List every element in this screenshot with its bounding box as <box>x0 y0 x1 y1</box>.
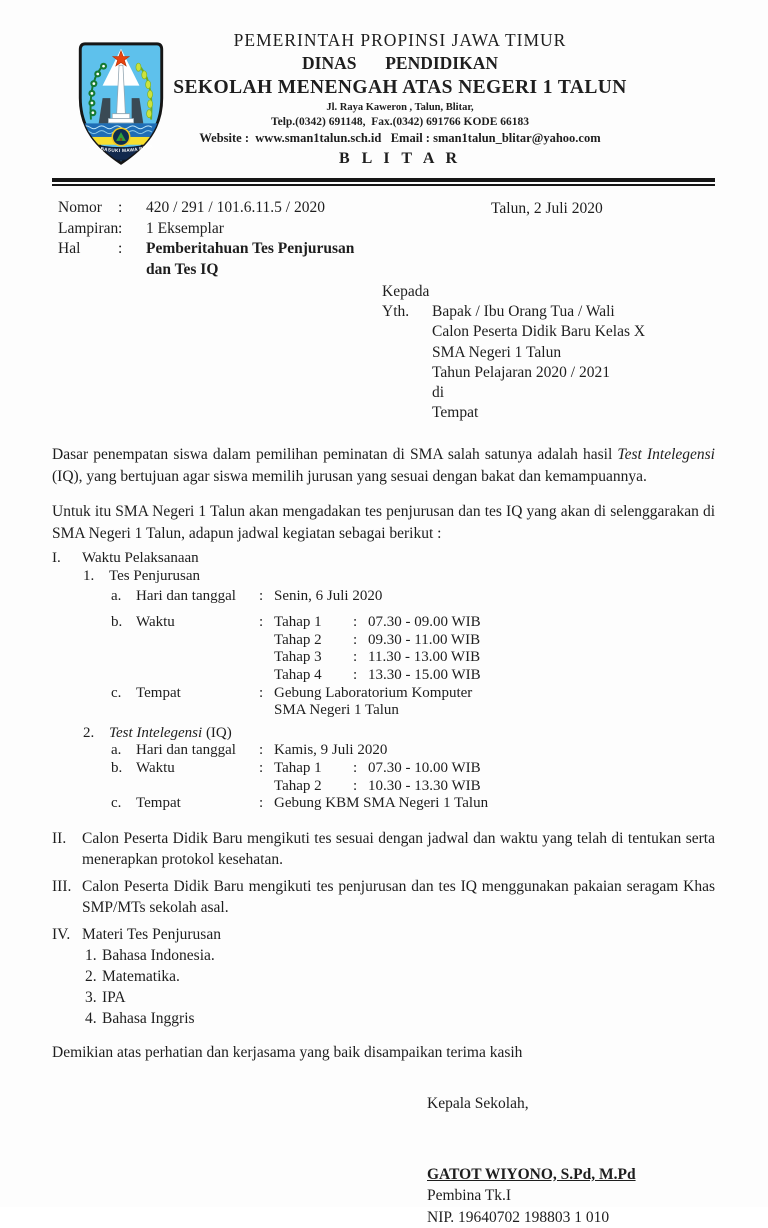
date-value: Kamis, 9 Juli 2020 <box>274 742 388 759</box>
place-value: Gebung KBM SMA Negeri 1 Talun <box>274 795 489 812</box>
section-1-title: Waktu Pelaksanaan <box>82 550 199 567</box>
letterhead-text <box>120 30 680 169</box>
item-2-text: Calon Peserta Didik Baru mengikuti tes sesuai dengan jadwal dan waktu yang telah di tentukan serta menerapkan protokol kesehatan. <box>82 829 715 869</box>
stage-list <box>274 614 481 684</box>
time-label: Waktu <box>136 759 175 776</box>
signer-nip: NIP. 19640702 198803 1 010 <box>427 1208 610 1226</box>
place-label: Tempat <box>136 795 181 812</box>
government-line: PEMERINTAH PROPINSI JAWA TIMUR <box>233 30 567 50</box>
signer-name: GATOT WIYONO, S.Pd, M.Pd <box>427 1165 636 1183</box>
list-letter: b. <box>111 759 123 776</box>
subject-row: 3. IPA <box>85 989 126 1007</box>
item-3 <box>52 876 715 919</box>
nomor-value: 420 / 291 / 101.6.11.5 / 2020 <box>146 199 325 216</box>
recipient-line: Tahun Pelajaran 2020 / 2021 <box>432 363 610 381</box>
colon: : <box>259 684 264 701</box>
stage-row: Tahap 3 : 11.30 - 13.00 WIB <box>274 649 481 666</box>
stage-row: Tahap 1 : 07.30 - 10.00 WIB <box>274 759 481 776</box>
hal-value: Pemberitahuan Tes Penjurusan <box>146 240 355 257</box>
date-value: Senin, 6 Juli 2020 <box>274 587 383 604</box>
letterhead-divider <box>52 178 715 186</box>
phone-line: Telp.(0342) 691148, Fax.(0342) 691766 KODE 66183 <box>270 116 529 128</box>
kepada-label: Kepada <box>382 283 430 300</box>
list-number: 2. <box>83 724 95 741</box>
item-2 <box>52 828 715 871</box>
colon: : <box>118 240 123 257</box>
school-name: SEKOLAH MENENGAH ATAS NEGERI 1 TALUN <box>173 77 627 98</box>
yth-label: Yth. <box>382 303 410 321</box>
stage-list <box>274 760 481 795</box>
hal-row <box>58 239 715 260</box>
colon: : <box>259 587 264 604</box>
place-value: Gebung Laboratorium Komputer SMA Negeri 1 Talun <box>274 684 473 719</box>
list-letter: a. <box>111 742 122 759</box>
test-2-title: Test Intelegensi (IQ) <box>109 724 232 741</box>
test-2-heading <box>83 725 715 743</box>
list-letter: b. <box>111 614 123 631</box>
list-letter: c. <box>111 684 122 701</box>
logo-motto-text: JER BASUKI MAWA BEYA <box>88 143 154 154</box>
second-paragraph: Untuk itu SMA Negeri 1 Talun akan mengadakan tes penjurusan dan tes IQ yang akan di selenggarakan di SMA Negeri 1 Talun, adapun jadwal kegiatan sebagai berikut : <box>52 503 715 542</box>
dateline: Talun, 2 Juli 2020 <box>491 200 603 217</box>
subject-row: 4. Bahasa Inggris <box>85 1010 195 1028</box>
list-letter: a. <box>111 587 122 604</box>
colon: : <box>118 219 123 237</box>
item-3-text: Calon Peserta Didik Baru mengikuti tes penjurusan dan tes IQ menggunakan pakaian seragam Khas SMP/MTs sekolah asal. <box>82 877 715 917</box>
recipient-line: Tempat <box>432 404 479 422</box>
stage-row: Tahap 4 : 13.30 - 15.00 WIB <box>274 666 481 683</box>
colon: : <box>118 199 123 216</box>
lampiran-label: Lampiran <box>58 219 119 237</box>
item-4-content <box>82 924 715 1030</box>
test-2-time-row <box>111 760 715 795</box>
signer-rank: Pembina Tk.I <box>427 1187 512 1205</box>
italic-term: Test Intelegensi <box>617 446 715 464</box>
time-label: Waktu <box>136 614 175 631</box>
item-4-title: Materi Tes Penjurusan <box>82 925 221 943</box>
test-1-heading <box>83 568 715 586</box>
recipient-lines <box>432 302 645 423</box>
letterhead <box>52 30 715 172</box>
website-email-line: Website : www.sman1talun.sch.id Email : sman1talun_blitar@yahoo.com <box>199 131 601 145</box>
test-1-title: Tes Penjurusan <box>109 568 201 585</box>
roman-numeral: I. <box>52 550 61 567</box>
recipient-line: Calon Peserta Didik Baru Kelas X <box>432 323 646 341</box>
schedule-section <box>52 550 715 812</box>
list-number: 1. <box>83 568 95 585</box>
place-label: Tempat <box>136 684 181 701</box>
nomor-label: Nomor <box>58 199 102 216</box>
colon: : <box>259 742 264 759</box>
colon: : <box>259 759 264 776</box>
colon: : <box>259 614 264 631</box>
nomor-row <box>58 198 715 219</box>
hal-label: Hal <box>58 240 81 257</box>
department-line: DINAS PENDIDIKAN <box>302 53 498 73</box>
roman-numeral: II. <box>52 829 67 847</box>
lampiran-row <box>58 219 715 240</box>
stage-row: Tahap 1 : 07.30 - 09.00 WIB <box>274 614 481 631</box>
test-1-time-row <box>111 614 715 684</box>
east-java-provincial-emblem-icon <box>66 40 176 168</box>
subject-row: 1. Bahasa Indonesia. <box>85 947 215 965</box>
hal-value-line2: dan Tes IQ <box>146 260 219 278</box>
section-1-heading <box>52 550 715 568</box>
roman-numeral: III. <box>52 877 72 895</box>
item-4 <box>52 924 715 1030</box>
stage-row: Tahap 2 : 09.30 - 11.00 WIB <box>274 631 481 648</box>
colon: : <box>259 795 264 812</box>
recipient-block <box>382 282 715 423</box>
signer-title: Kepala Sekolah, <box>427 1095 529 1113</box>
roman-numeral: IV. <box>52 925 71 943</box>
recipient-line: SMA Negeri 1 Talun <box>432 343 562 361</box>
test-1-place-row <box>111 685 715 720</box>
date-label: Hari dan tanggal <box>136 587 236 604</box>
signature-block <box>427 1093 715 1228</box>
closing-sentence: Demikian atas perhatian dan kerjasama yang baik disampaikan terima kasih <box>52 1044 523 1062</box>
address-line: Jl. Raya Kaweron , Talun, Blitar, <box>326 102 474 113</box>
test-2-place-row <box>111 795 715 813</box>
test-1-date-row <box>111 588 715 606</box>
recipient-line: di <box>432 384 445 402</box>
subject-row: 2. Matematika. <box>85 968 180 986</box>
list-letter: c. <box>111 795 122 812</box>
opening-paragraph: Dasar penempatan siswa dalam pemilihan peminatan di SMA salah satunya adalah hasil Test Intelegensi (IQ), yang bertujuan agar siswa memilih jurusan yang sesuai dengan bakat dan kemampuannya. <box>52 446 715 485</box>
recipient-line: Bapak / Ibu Orang Tua / Wali <box>432 303 615 321</box>
subject-list <box>85 945 715 1029</box>
meta-rows <box>52 198 715 280</box>
stage-row: Tahap 2 : 10.30 - 13.30 WIB <box>274 777 481 794</box>
city-line: B L I T A R <box>338 150 462 167</box>
test-2-date-row <box>111 742 715 760</box>
lampiran-value: 1 Eksemplar <box>146 219 224 237</box>
letter-meta <box>52 198 715 280</box>
date-label: Hari dan tanggal <box>136 742 236 759</box>
